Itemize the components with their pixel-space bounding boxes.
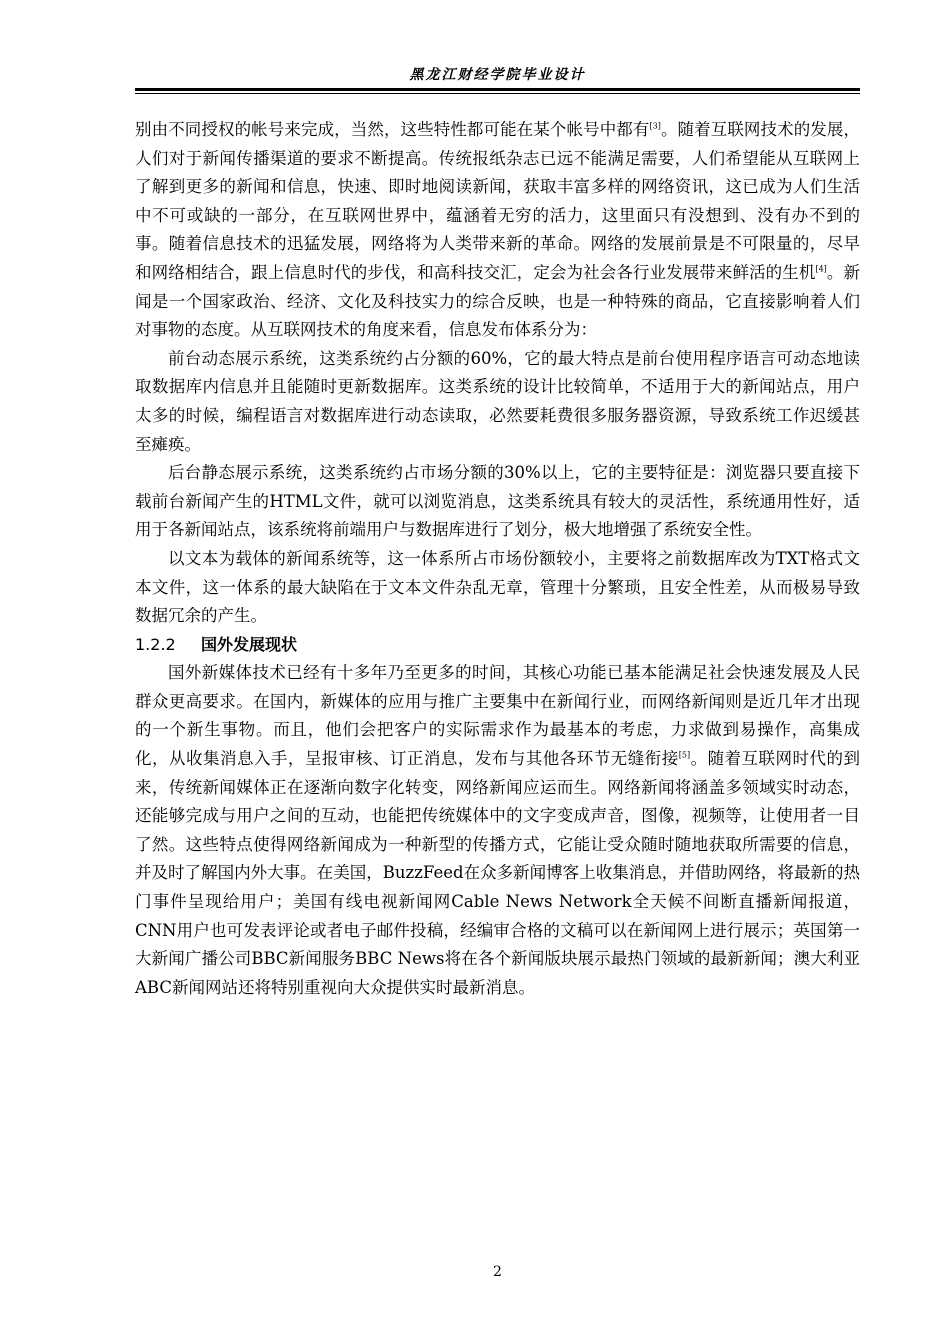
paragraph-frontend-dynamic: 前台动态展示系统，这类系统约占分额的60%，它的最大特点是前台使用程序语言可动态地读取数据库内信息并且能随时更新数据库。这类系统的设计比较简单，不适用于大的新闻站点，用户太多的时候，编程语言对数据库进行动态读取，必然要耗费很多服务器资源，导致系统工作迟缓甚至瘫痪。	[135, 348, 860, 454]
paragraph-text: 国外新媒体技术已经有十多年乃至更多的时间，其核心功能已基本能满足社会快速发展及人民群众更高要求。在国内，新媒体的应用与推广主要集中在新闻行业，而网络新闻则是近几年才出现的一个新生事物。而且，他们会把客户的实际需求作为最基本的考虑，力求做到易操作，高集成化，从收集消息入手，呈报审核、订正消息，发布与其他各环节无缝衔接	[135, 663, 860, 769]
paragraph-continued	[135, 116, 860, 345]
paragraph-backend-static: 后台静态展示系统，这类系统约占市场分额的30%以上，它的主要特征是：浏览器只要直接下载前台新闻产生的HTML文件，就可以浏览消息，这类系统具有较大的灵活性，系统通用性好，适用于各新闻站点，该系统将前端用户与数据库进行了划分，极大地增强了系统安全性。	[135, 463, 860, 540]
header-rule-thick	[135, 88, 860, 91]
page-header-title: 黑龙江财经学院毕业设计	[409, 67, 586, 83]
paragraph-text: 别由不同授权的帐号来完成，当然，这些特性都可能在某个帐号中都有	[135, 120, 650, 139]
section-title: 国外发展现状	[201, 634, 298, 654]
section-number: 1.2.2	[135, 634, 176, 654]
paragraph-text-based: 以文本为载体的新闻系统等，这一体系所占市场份额较小，主要将之前数据库改为TXT格式文本文件，这一体系的最大缺陷在于文本文件杂乱无章，管理十分繁琐，且安全性差，从而极易导致数据冗余的产生。	[135, 548, 860, 626]
citation-ref: [5]	[678, 750, 691, 760]
paragraph-text: 。随着互联网时代的到来，传统新闻媒体正在逐渐向数字化转变，网络新闻应运而生。网络新闻将涵盖多领域实时动态，还能够完成与用户之间的互动，也能把传统媒体中的文字变成声音，图像，视频等，让使用者一目了然。这些特点使得网络新闻成为一种新型的传播方式，它能让受众随时随地获取所需要的信息，并及时了解国内外大事。在美国，BuzzFeed在众多新闻博客上收集消息，并借助网络，将最新的热门事件呈现给用户；美国有线电视新闻网Cable News Network全天候不间断直播新闻报道，CNN用户也可发表评论或者电子邮件投稿，经编审合格的文稿可以在新闻网上进行展示；英国第一大新闻广播公司BBC新闻服务BBC News将在各个新闻版块展示最热门领域的最新新闻；澳大利亚ABC新闻网站还将特别重视向大众提供实时最新消息。	[135, 749, 861, 997]
document-body	[135, 116, 860, 1002]
section-heading	[135, 631, 860, 660]
paragraph-foreign-development	[135, 659, 860, 1002]
paragraph-text: 。随着互联网技术的发展，人们对于新闻传播渠道的要求不断提高。传统报纸杂志已远不能满足需要，人们希望能从互联网上了解到更多的新闻和信息，快速、即时地阅读新闻，获取丰富多样的网络资讯，这已成为人们生活中不可或缺的一部分，在互联网世界中，蕴涵着无穷的活力，这里面只有没想到、没有办不到的事。随着信息技术的迅猛发展，网络将为人类带来新的革命。网络的发展前景是不可限量的，尽早和网络相结合，跟上信息时代的步伐，和高科技交汇，定会为社会各行业发展带来鲜活的生机	[135, 120, 861, 282]
header-rule-thin	[135, 93, 860, 94]
citation-ref: [3]	[649, 121, 661, 131]
paragraph-text: 。新闻是一个国家政治、经济、文化及科技实力的综合反映，也是一种特殊的商品，它直接影响着人们对事物的态度。从互联网技术的角度来看，信息发布体系分为：	[135, 262, 861, 340]
citation-ref: [4]	[815, 264, 827, 274]
page-number: 2	[493, 1264, 502, 1280]
